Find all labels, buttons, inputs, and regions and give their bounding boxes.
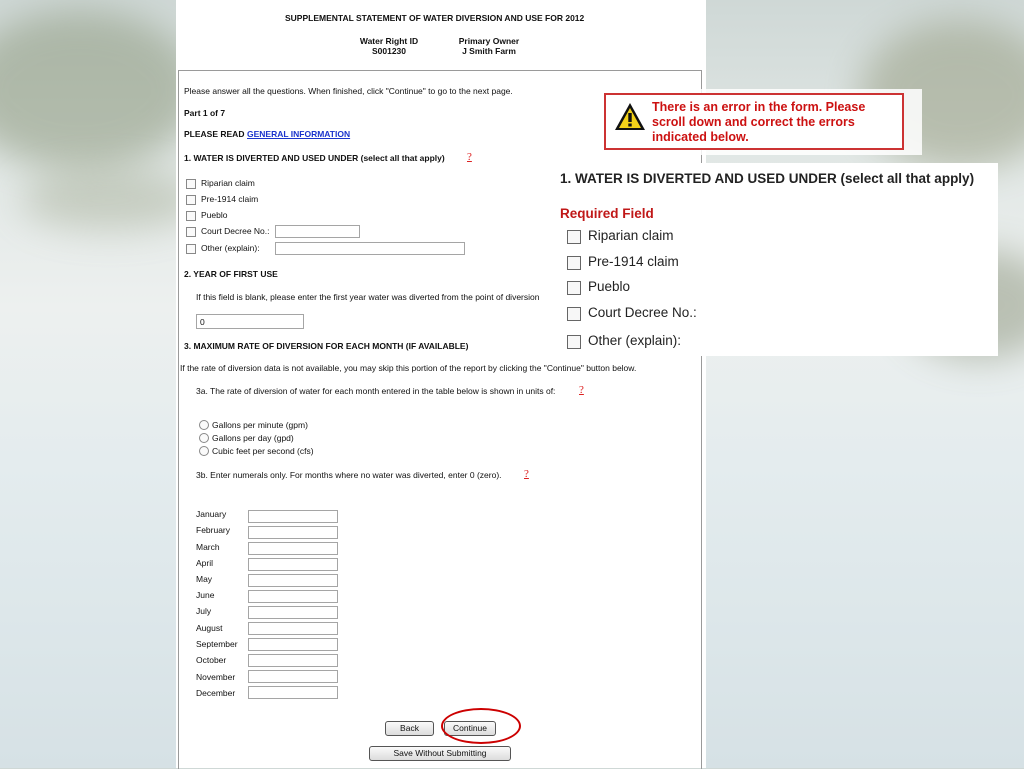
month-input-october[interactable] — [248, 654, 338, 667]
riparian-checkbox[interactable] — [186, 179, 196, 189]
month-input-april[interactable] — [248, 558, 338, 571]
month-label-april: April — [196, 558, 214, 568]
part-indicator: Part 1 of 7 — [184, 108, 226, 118]
please-read-label: PLEASE READ — [184, 129, 245, 139]
save-without-submitting-button[interactable]: Save Without Submitting — [369, 746, 511, 761]
month-input-may[interactable] — [248, 574, 338, 587]
court-decree-checkbox[interactable] — [186, 227, 196, 237]
unit-gpd-label: Gallons per day (gpd) — [212, 433, 294, 443]
pre1914-label: Pre-1914 claim — [201, 194, 259, 204]
month-label-september: September — [196, 639, 238, 649]
owner-value: J Smith Farm — [462, 46, 516, 56]
q3-title: 3. MAXIMUM RATE OF DIVERSION FOR EACH MONTH (IF AVAILABLE) — [184, 341, 469, 351]
first-use-year-input[interactable]: 0 — [196, 314, 304, 329]
unit-gpm-radio[interactable] — [199, 420, 209, 430]
month-input-july[interactable] — [248, 606, 338, 619]
other-checkbox[interactable] — [186, 244, 196, 254]
month-label-june: June — [196, 590, 215, 600]
owner-label: Primary Owner — [458, 36, 520, 46]
other-explain-input[interactable] — [275, 242, 465, 255]
riparian-label: Riparian claim — [201, 178, 255, 188]
month-label-february: February — [196, 525, 231, 535]
zoom-pueblo-label: Pueblo — [588, 279, 631, 294]
month-input-november[interactable] — [248, 670, 338, 683]
other-label: Other (explain): — [201, 243, 260, 253]
q2-note: If this field is blank, please enter the first year water was diverted from the point of diversion — [196, 292, 540, 302]
month-label-december: December — [196, 688, 236, 698]
general-information-link[interactable]: GENERAL INFORMATION — [247, 129, 351, 139]
zoom-riparian-label: Riparian claim — [588, 228, 674, 243]
pueblo-checkbox[interactable] — [186, 211, 196, 221]
month-label-january: January — [196, 509, 227, 519]
zoom-other-label: Other (explain): — [588, 333, 682, 348]
help-link-q3a[interactable]: ? — [579, 384, 584, 396]
q3a-label: 3a. The rate of diversion of water for each month entered in the table below is shown in units of: — [196, 386, 556, 396]
q2-title: 2. YEAR OF FIRST USE — [184, 269, 278, 279]
continue-button[interactable]: Continue — [444, 721, 496, 736]
month-label-may: May — [196, 574, 213, 584]
zoom-pueblo-checkbox[interactable] — [567, 281, 581, 295]
zoom-q1-title: 1. WATER IS DIVERTED AND USED UNDER (select all that apply) — [560, 171, 975, 186]
month-input-february[interactable] — [248, 526, 338, 539]
zoom-court-decree-label: Court Decree No.: — [588, 305, 697, 320]
unit-gpm-label: Gallons per minute (gpm) — [212, 420, 308, 430]
month-label-august: August — [196, 623, 223, 633]
q1-title: 1. WATER IS DIVERTED AND USED UNDER (select all that apply) — [184, 153, 445, 163]
help-link-q1[interactable]: ? — [467, 151, 472, 163]
back-button[interactable]: Back — [385, 721, 434, 736]
water-right-label: Water Right ID — [359, 36, 419, 46]
q3b-label: 3b. Enter numerals only. For months where no water was diverted, enter 0 (zero). — [196, 470, 502, 480]
month-label-march: March — [196, 542, 220, 552]
zoom-riparian-checkbox[interactable] — [567, 230, 581, 244]
pre1914-checkbox[interactable] — [186, 195, 196, 205]
pueblo-label: Pueblo — [201, 210, 228, 220]
zoom-court-decree-checkbox[interactable] — [567, 307, 581, 321]
month-input-june[interactable] — [248, 590, 338, 603]
zoom-pre1914-label: Pre-1914 claim — [588, 254, 679, 269]
intro-text: Please answer all the questions. When finished, click "Continue" to go to the next page. — [184, 86, 513, 96]
month-label-october: October — [196, 655, 227, 665]
month-label-november: November — [196, 672, 236, 682]
error-callout — [604, 93, 904, 150]
court-decree-input[interactable] — [275, 225, 360, 238]
required-field-label: Required Field — [560, 206, 654, 221]
month-label-july: July — [196, 606, 212, 616]
month-input-march[interactable] — [248, 542, 338, 555]
zoom-other-checkbox[interactable] — [567, 335, 581, 349]
page-title: SUPPLEMENTAL STATEMENT OF WATER DIVERSION AND USE FOR 2012 — [285, 13, 585, 23]
unit-cfs-label: Cubic feet per second (cfs) — [212, 446, 314, 456]
warning-icon — [614, 101, 646, 133]
background-foliage — [0, 10, 200, 170]
help-link-q3b[interactable]: ? — [524, 468, 529, 480]
month-input-january[interactable] — [248, 510, 338, 523]
month-input-august[interactable] — [248, 622, 338, 635]
unit-cfs-radio[interactable] — [199, 446, 209, 456]
month-input-september[interactable] — [248, 638, 338, 651]
month-input-december[interactable] — [248, 686, 338, 699]
water-right-value: S001230 — [371, 46, 407, 56]
zoom-pre1914-checkbox[interactable] — [567, 256, 581, 270]
q3-note: If the rate of diversion data is not available, you may skip this portion of the report by clicking the "Continue" button below. — [180, 363, 637, 373]
continue-highlight-circle — [441, 708, 521, 744]
background-foliage — [20, 170, 200, 230]
zoomed-q1-inset — [552, 163, 998, 356]
court-decree-label: Court Decree No.: — [201, 226, 270, 236]
error-message: There is an error in the form. Please scroll down and correct the errors indicated below. — [652, 100, 866, 144]
unit-gpd-radio[interactable] — [199, 433, 209, 443]
